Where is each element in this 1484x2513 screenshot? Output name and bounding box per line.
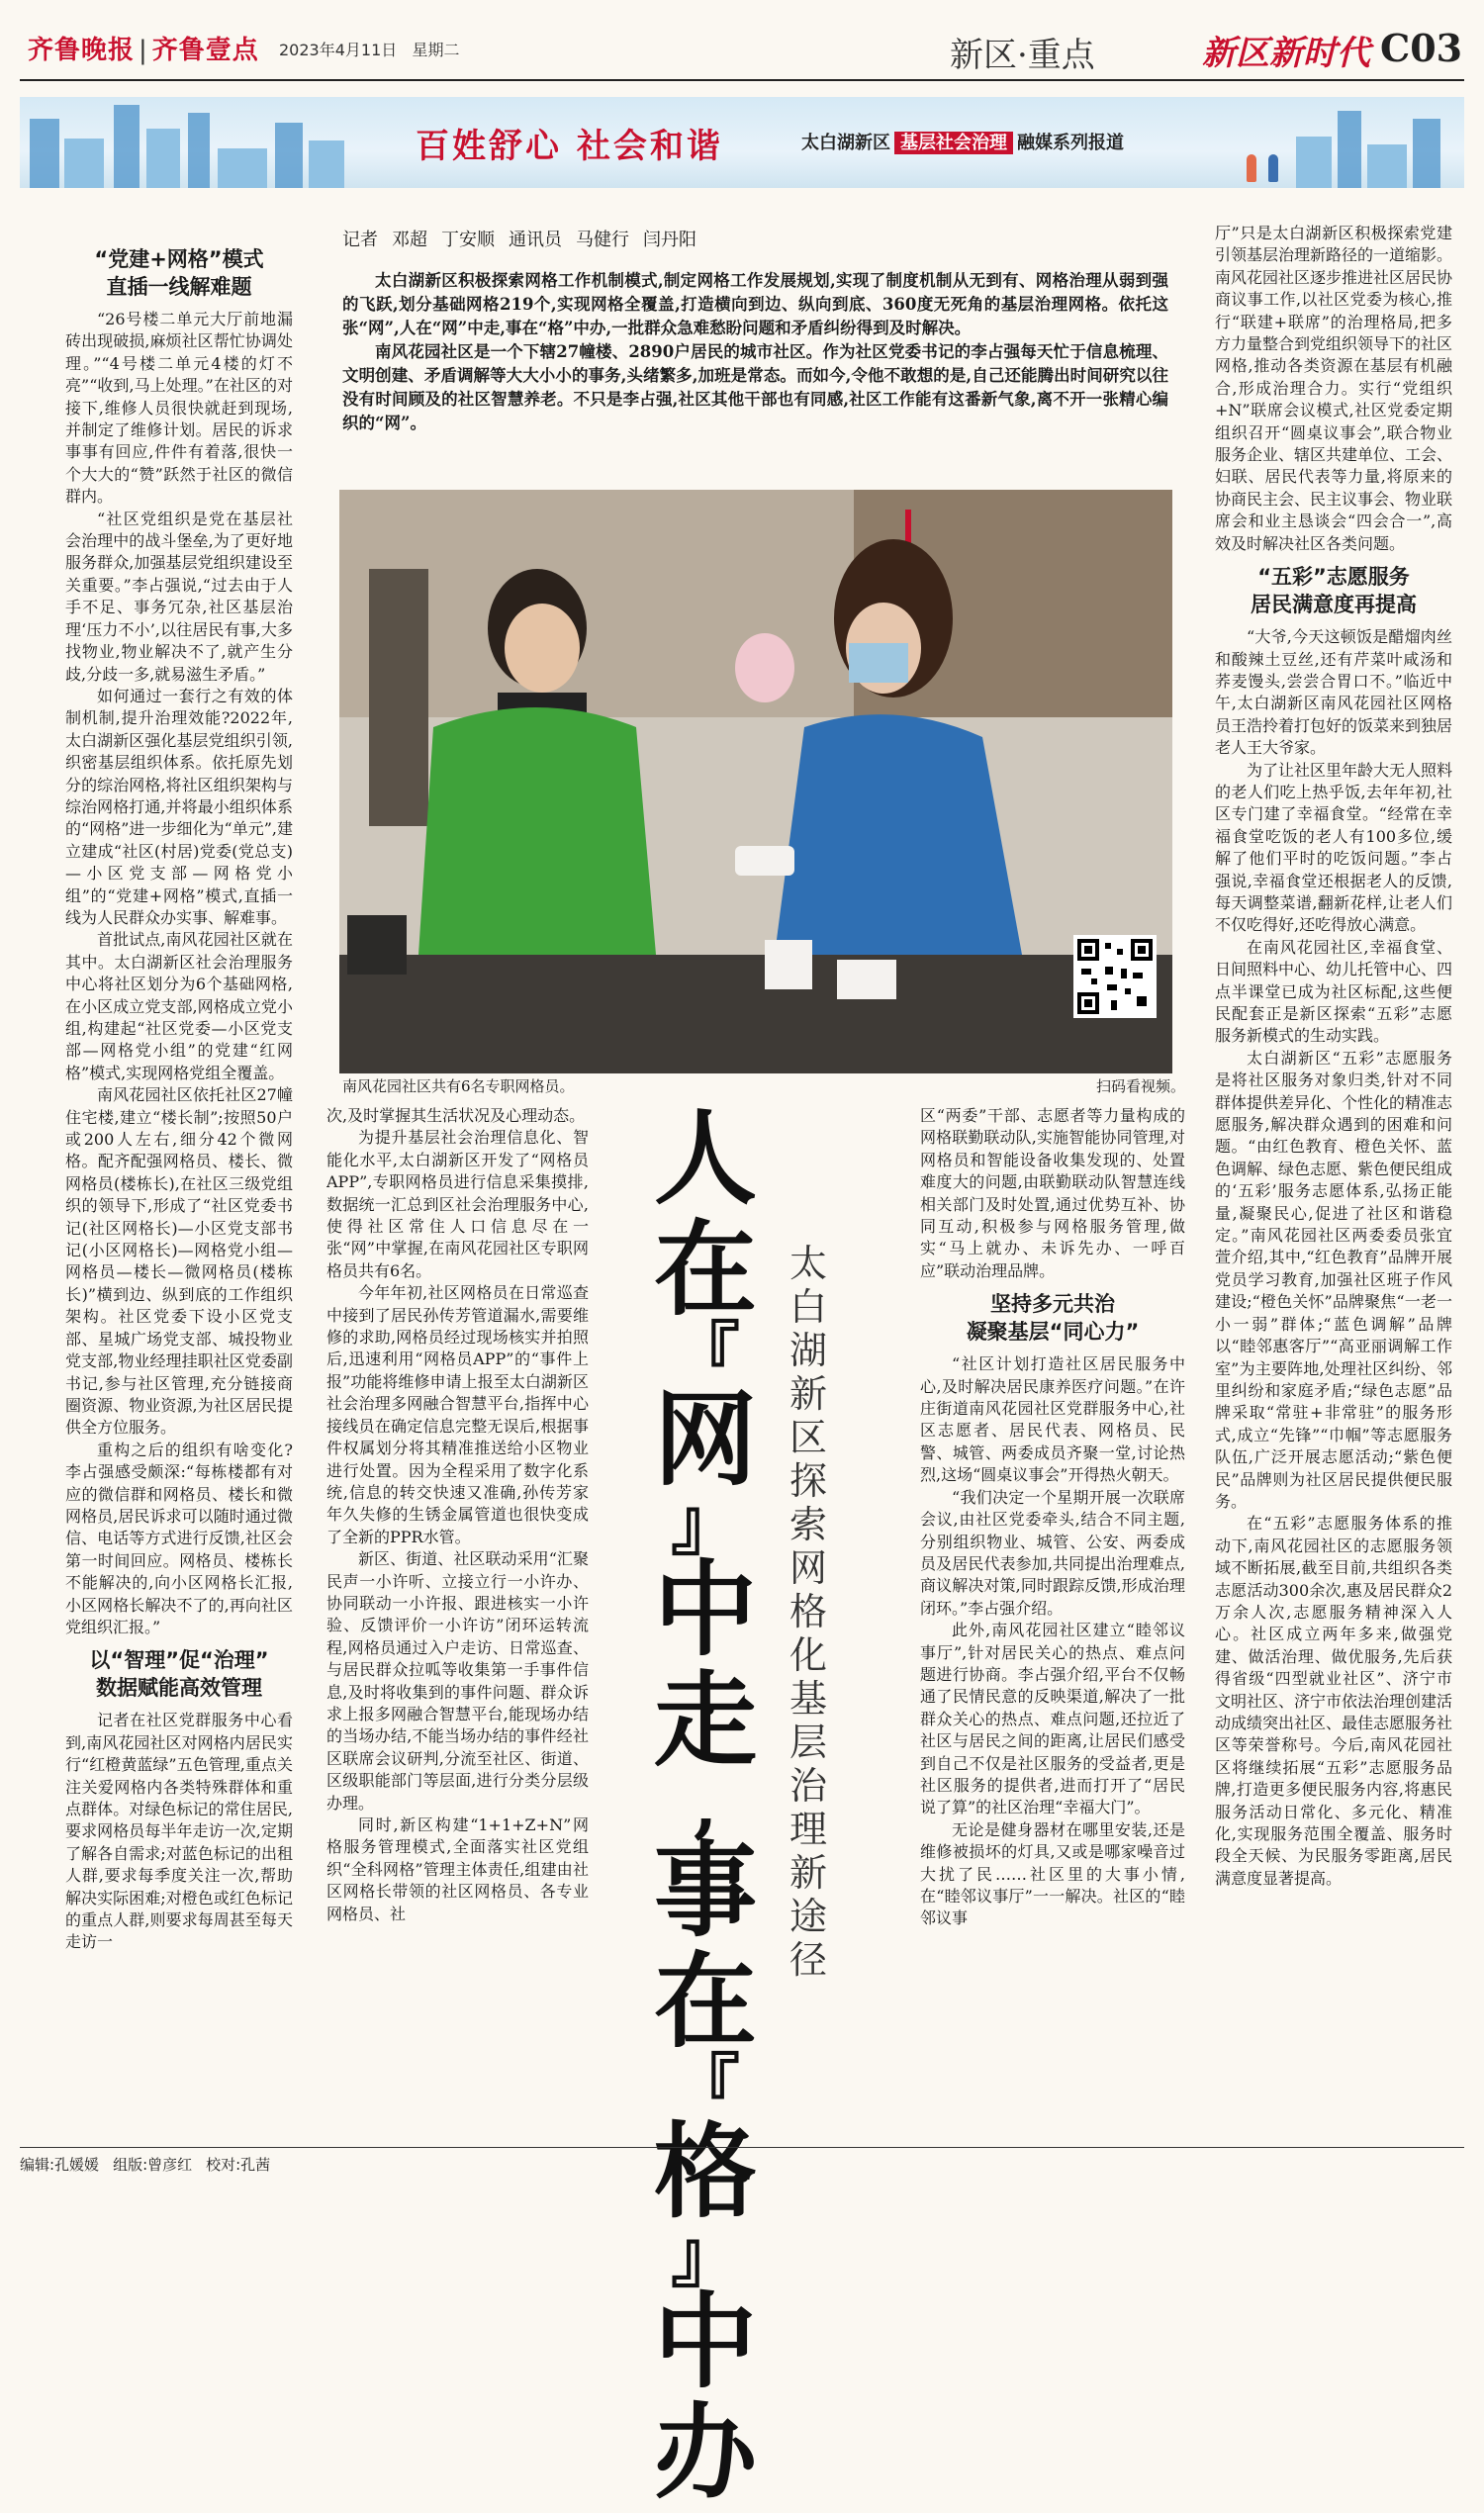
paragraph: 无论是健身器材在哪里安装,还是维修被损坏的灯具,又或是哪家噪音过大扰了民……社区里的大事小情,在“睦邻议事厅”一一解决。社区的“睦邻议事 — [920, 1819, 1185, 1928]
byline-item: 邓超 — [392, 230, 427, 250]
subhead-char: 湖 — [788, 1329, 827, 1372]
paragraph: 在南风花园社区,幸福食堂、日间照料中心、幼儿托管中心、四点半课堂已成为社区标配,这些便民配套正是新区探索“五彩”志愿服务新模式的生动实践。 — [1215, 937, 1452, 1046]
subhead-char: 网 — [788, 1546, 827, 1590]
paragraph: 同时,新区构建“1+1+Z+N”网格服务管理模式,全面落实社区党组织“全科网格”管理主体责任,组建由社区网格长带领的社区网格员、各专业网格员、社 — [326, 1815, 589, 1923]
lead-paragraph: 南风花园社区是一个下辖27幢楼、2890户居民的城市社区。作为社区党委书记的李占强每天忙于信息梳理、文明创建、矛盾调解等大大小小的事务,头绪繁多,加班是常态。而如今,令他不敢想的是,自己还能腾出时间研究以往没有时间顾及的社区智慧养老。不只是李占强,社区其他干部也有同感,社区工作能有这番新气象,离不开一张精心编织的“网”。 — [342, 342, 1168, 432]
subhead-char: 太 — [788, 1242, 827, 1285]
subheading: “党建+网格”模式 直插一线解难题 — [94, 247, 264, 299]
headline-char: 网 — [653, 1378, 757, 1500]
headline-char: 在 — [653, 1208, 757, 1330]
headline-char: 人 — [653, 1097, 757, 1219]
headline-char: 』 — [671, 1483, 740, 1565]
series-banner — [20, 97, 1464, 188]
footer-editor: 编辑:孔媛媛 — [20, 2156, 100, 2174]
series-tag: 基层社会治理 — [894, 132, 1013, 154]
subheading: 以“智理”促“治理” 数据赋能高效管理 — [89, 1648, 269, 1701]
column-3 — [326, 1105, 589, 2139]
footer-proof: 校对:孔茜 — [206, 2156, 271, 2174]
banner-series-label — [801, 129, 1124, 154]
paragraph: 区“两委”干部、志愿者等力量构成的网格联勤联动队,实施智能协同管理,对网格员和智能设备收集发现的、处置难度大的问题,由联勤联动队智慧连线相关部门及时处置,通过优势互补、协同互动,积极参与网格服务管理,做实“马上就办、未诉先办、一呼百应”联动治理品牌。 — [920, 1106, 1185, 1280]
page-header — [20, 20, 1464, 81]
subheadline — [787, 1242, 830, 1982]
subhead-char: 治 — [788, 1764, 827, 1808]
paragraph: 记者在社区党群服务中心看到,南风花园社区对网格内居民实行“红橙黄蓝绿”五色管理,重点关注关爱网格内各类特殊群体和重点群体。对绿色标记的常住居民,要求网格员每半年走访一次,定期了解各自需求;对蓝色标记的出租人群,要求每季度关注一次,帮助解决实际困难;对橙色或红色标记的重点人群,则要求每周甚至每天走访一 — [65, 1711, 293, 1952]
paragraph: 重构之后的组织有啥变化?李占强感受颇深:“每栋楼都有对应的微信群和网格员、楼长和微网格员,居民诉求可以随时通过微信、电话等方式进行反馈,社区会第一时间回应。网格员、楼栋长不能解决的,向小区网格长汇报,小区网格长解决不了的,再向社区党组织汇报。” — [65, 1440, 293, 1636]
banner-slogan: 百姓舒心 社会和谐 — [416, 127, 723, 166]
date: 2023年4月11日 — [279, 41, 398, 59]
headline-char: 格 — [653, 2110, 757, 2232]
subhead-char: 途 — [788, 1895, 827, 1938]
section-title: 新区·重点 — [950, 36, 1095, 75]
subhead-char: 白 — [788, 1285, 827, 1329]
paragraph: 在“五彩”志愿服务体系的推动下,南风花园社区的志愿服务领域不断拓展,截至目前,共组织各类志愿活动300余次,惠及居民群众2万余人次,志愿服务精神深入人心。社区成立两年多来,做强党建、做活治理、做优服务,先后获得省级“四型就业社区”、济宁市文明社区、济宁市依法治理创建活动成绩突出社区、最佳志愿服务社区等荣誉称号。今后,南风花园社区将继续拓展“五彩”志愿服务品牌,打造更多便民服务内容,将惠民服务活动日常化、多元化、精准化,实现服务范围全覆盖、服务时段全天候、为民服务零距离,居民满意度显著提高。 — [1215, 1514, 1452, 1888]
news-photo — [339, 490, 1172, 1073]
subhead-char: 基 — [788, 1677, 827, 1721]
headline-char: 『 — [671, 1313, 740, 1395]
byline-item: 记者 — [342, 230, 378, 250]
headline-char: 『 — [671, 2045, 740, 2127]
paragraph: “我们决定一个星期开展一次联席会议,由社区党委牵头,结合不同主题,分别组织物业、城管、公安、两委成员及居民代表参加,共同提出治理难点,商议解决对策,同时跟踪反馈,形成治理闭环。”李占强介绍。 — [920, 1487, 1185, 1618]
qr-code-icon — [1077, 939, 1153, 1014]
paragraph: 今年年初,社区网格员在日常巡查中接到了居民孙传芳管道漏水,需要维修的求助,网格员经过现场核实并拍照后,迅速利用“网格员APP”的“事件上报”功能将维修申请上报至太白湖新区社会治理多网融合智慧平台,指挥中心接线员在确定信息完整无误后,根据事件权属划分将其精准推送给小区物业进行处置。因为全程采用了数字化系统,信息的转交快速又准确,孙传芳家年久失修的生锈金属管道也很快变成了全新的PPR水管。 — [326, 1283, 589, 1546]
subheading: “五彩”志愿服务 居民满意度再提高 — [1251, 565, 1417, 617]
headline-char: 在 — [653, 1940, 757, 2062]
paragraph: “26号楼二单元大厅前地漏砖出现破损,麻烦社区帮忙协调处理。”“4号楼二单元4楼的灯不亮”“收到,马上处理。”在社区的对接下,维修人员很快就赶到现场,并制定了维修计划。居民的诉求事事有回应,件件有着落,很快一个大大的“赞”跃然于社区的微信群内。 — [65, 310, 293, 507]
headline-char: 中 — [653, 2280, 757, 2402]
column-1 — [65, 237, 293, 2132]
byline-item: 闫丹阳 — [643, 230, 696, 250]
publication-date — [279, 38, 460, 60]
paragraph: 首批试点,南风花园社区就在其中。太白湖新区社会治理服务中心将社区划分为6个基础网格,在小区成立党支部,网格成立党小组,构建起“社区党委—小区党支部—网格党小组”的党建“红网格”模式,实现网格党组全覆盖。 — [65, 930, 293, 1082]
subhead-char: 新 — [788, 1851, 827, 1895]
byline-item: 丁安顺 — [441, 230, 495, 250]
paragraph: 厅”只是太白湖新区积极探索党建引领基层治理新路径的一道缩影。南风花园社区逐步推进社区居民协商议事工作,以社区党委为核心,推行“联建+联席”的治理格局,把多方力量整合到党组织领导下的社区网格,推动各类资源在基层有机融合,形成治理合力。实行“党组织+N”联席会议模式,社区党委定期组织召开“圆桌议事会”,联合物业服务企业、辖区共建单位、工会、妇联、居民代表等力量,将原来的协商民主会、民主议事会、物业联席会和业主恳谈会“四会合一”,高效及时解决社区各类问题。 — [1215, 224, 1452, 553]
subheading: 坚持多元共治 凝聚基层“同心力” — [966, 1292, 1140, 1345]
paper-name-2: 齐鲁壹点 — [151, 36, 259, 65]
byline — [342, 226, 710, 251]
paragraph: 南风花园社区依托社区27幢住宅楼,建立“楼长制”;按照50户或200人左右,细分42个微网格。配齐配强网格员、楼长、微网格员(楼栋长),在社区三级党组织的领导下,形成了“社区党委书记(社区网格长)—小区党支部书记(小区网格长)—网格党小组—网格员—楼长—微网格员(楼栋长)”横到边、纵到底的工作组织架构。社区党委下设小区党支部、星城广场党支部、城投物业党支部,物业经理挂职社区党委副书记,参与社区管理,充分链接商圈资源、物业资源,为社区居民提供全方位服务。 — [65, 1085, 293, 1438]
subhead-char: 径 — [788, 1938, 827, 1982]
byline-item: 马健行 — [576, 230, 629, 250]
headline-char: 事 — [653, 1829, 757, 1951]
paragraph: 此外,南风花园社区建立“睦邻议事厅”,针对居民关心的热点、难点问题进行协商。李占强介绍,平台不仅畅通了民情民意的反映渠道,解决了一批群众关心的热点、难点问题,还拉近了社区与居民之间的距离,让居民们感受到自己不仅是社区服务的受益者,更是社区服务的提供者,进而打开了“居民说了算”的社区治理“幸福大门”。 — [920, 1621, 1185, 1817]
paragraph: 为了让社区里年龄大无人照料的老人们吃上热乎饭,去年年初,社区专门建了幸福食堂。“经常在幸福食堂吃饭的老人有100多位,缓解了他们平时的吃饭问题。”李占强说,幸福食堂还根据老人的反馈,每天调整菜谱,翻新花样,让老人们不仅吃得好,还吃得放心满意。 — [1215, 760, 1452, 935]
paragraph: “大爷,今天这顿饭是醋熘肉丝和酸辣土豆丝,还有芹菜叶咸汤和荞麦馒头,尝尝合胃口不。”临近中午,太白湖新区南风花园社区网格员王浩拎着打包好的饭菜来到独居老人王大爷家。 — [1215, 627, 1452, 758]
subhead-char: 格 — [788, 1590, 827, 1633]
series-prefix: 太白湖新区 — [801, 133, 890, 153]
subhead-char: 探 — [788, 1459, 827, 1503]
column-6 — [1215, 223, 1452, 2142]
paragraph: 太白湖新区“五彩”志愿服务是将社区服务对象归类,针对不同群体提供差异化、个性化的精准志愿服务,解决群众遇到的困难和问题。“由红色教育、橙色关怀、蓝色调解、绿色志愿、紫色便民组成的‘五彩’服务志愿体系,弘扬正能量,凝聚民心,促进了社区和谐稳定。”南风花园社区两委委员张宜萱介绍,其中,“红色教育”品牌开展党员学习教育,加强社区班子作风建设;“橙色关怀”品牌聚焦“一老一小一弱”群体;“蓝色调解”品牌以“睦邻惠客厅”“高亚丽调解工作室”为主要阵地,处理社区纠纷、邻里纠纷和家庭矛盾;“绿色志愿”品牌采取“常驻+非常驻”的服务形式,成立“先锋”“巾帼”等志愿服务队伍,广泛开展志愿活动;“紫色便民”品牌则为社区居民提供便民服务。 — [1215, 1048, 1452, 1511]
lead-paragraphs — [342, 269, 1168, 435]
paragraph: 次,及时掌握其生活状况及心理动态。 — [326, 1106, 586, 1125]
headline-char: 办 — [653, 2391, 757, 2513]
headline-char: 中 — [653, 1548, 757, 1670]
subhead-char: 区 — [788, 1416, 827, 1459]
subhead-char: 新 — [788, 1372, 827, 1416]
paragraph: “社区党组织是党在基层社会治理中的战斗堡垒,为了更好地服务群众,加强基层党组织建设至关重要。”李占强说,“过去由于人手不足、事务冗杂,社区基层治理‘压力不小’,以往居民有事,大多找物业,物业解决不了,就产生分歧,分歧一多,就易滋生矛盾。” — [65, 509, 293, 684]
qr-code[interactable] — [1073, 935, 1157, 1018]
photo-illustration — [339, 490, 1172, 1073]
paragraph: 新区、街道、社区联动采用“汇聚民声一小许听、立接立行一小许办、协同联动一小许报、跟进核实一小许验、反馈评价一小许访”闭环运转流程,网格员通过入户走访、日常巡查、与居民群众拉呱等收集第一手事件信息,及时将收集到的事件问题、群众诉求上报多网融合智慧平台,能现场办结的当场办结,不能当场办结的事件经社区联席会议研判,分流至社区、街道、区级职能部门等层面,进行分类分层级办理。 — [326, 1549, 589, 1813]
paragraph: 为提升基层社会治理信息化、智能化水平,太白湖新区开发了“网格员APP”,专职网格员进行信息采集摸排,数据统一汇总到区社会治理服务中心,使得社区常住人口信息尽在一张“网”中掌握,在南风花园社区专职网格员共有6名。 — [326, 1128, 589, 1280]
subhead-char: 层 — [788, 1721, 827, 1764]
paper-name: 齐鲁晚报 — [28, 36, 136, 65]
subhead-char: 索 — [788, 1503, 827, 1546]
headline — [651, 1097, 760, 2513]
series-suffix: 融媒系列报道 — [1017, 133, 1124, 153]
newspaper-logo: 齐鲁晚报 | 齐鲁壹点 — [28, 36, 259, 65]
photo-caption: 南风花园社区共有6名专职网格员。 — [342, 1077, 575, 1095]
headline-char: 走 — [653, 1659, 757, 1781]
section-brand: 新区新时代 — [1202, 34, 1370, 73]
column-5 — [920, 1105, 1185, 2139]
paragraph: “社区计划打造社区居民服务中心,及时解决居民康养医疗问题。”在许庄街道南风花园社区党群服务中心,社区志愿者、居民代表、网格员、民警、城管、两委成员齐聚一堂,讨论热烈,这场“圆桌议事会”开得热火朝天。 — [920, 1354, 1185, 1485]
subhead-char: 理 — [788, 1808, 827, 1851]
paragraph: 如何通过一套行之有效的体制机制,提升治理效能?2022年,太白湖新区强化基层党组织引领,织密基层组织体系。依托原先划分的综治网格,将社区组织架构与综治网格打通,并将最小组织体系的“网格”进一步细化为“单元”,建立建成“社区(村居)党委(党总支)—小区党支部—网格党小组”的“党建+网格”模式,直插一线为人民群众办实事、解难事。 — [65, 686, 293, 927]
subhead-char: 化 — [788, 1633, 827, 1677]
page-number: C03 — [1380, 26, 1463, 70]
footer-layout: 组版:曾彦红 — [113, 2156, 193, 2174]
page-footer — [20, 2147, 1464, 2175]
qr-caption: 扫码看视频。 — [1096, 1077, 1186, 1095]
weekday: 星期二 — [412, 41, 460, 59]
lead-paragraph: 太白湖新区积极探索网格工作机制模式,制定网格工作发展规划,实现了制度机制从无到有、网格治理从弱到强的飞跃,划分基础网格219个,实现网格全覆盖,打造横向到边、纵向到底、360度无死角的基层治理网格。依托这张“网”,人在“网”中走,事在“格”中办,一批群众急难愁盼问题和矛盾纠纷得到及时解决。 — [342, 271, 1168, 337]
headline-char: 』 — [671, 2215, 740, 2297]
headline-char: , — [693, 1764, 718, 1846]
byline-item: 通讯员 — [509, 230, 562, 250]
